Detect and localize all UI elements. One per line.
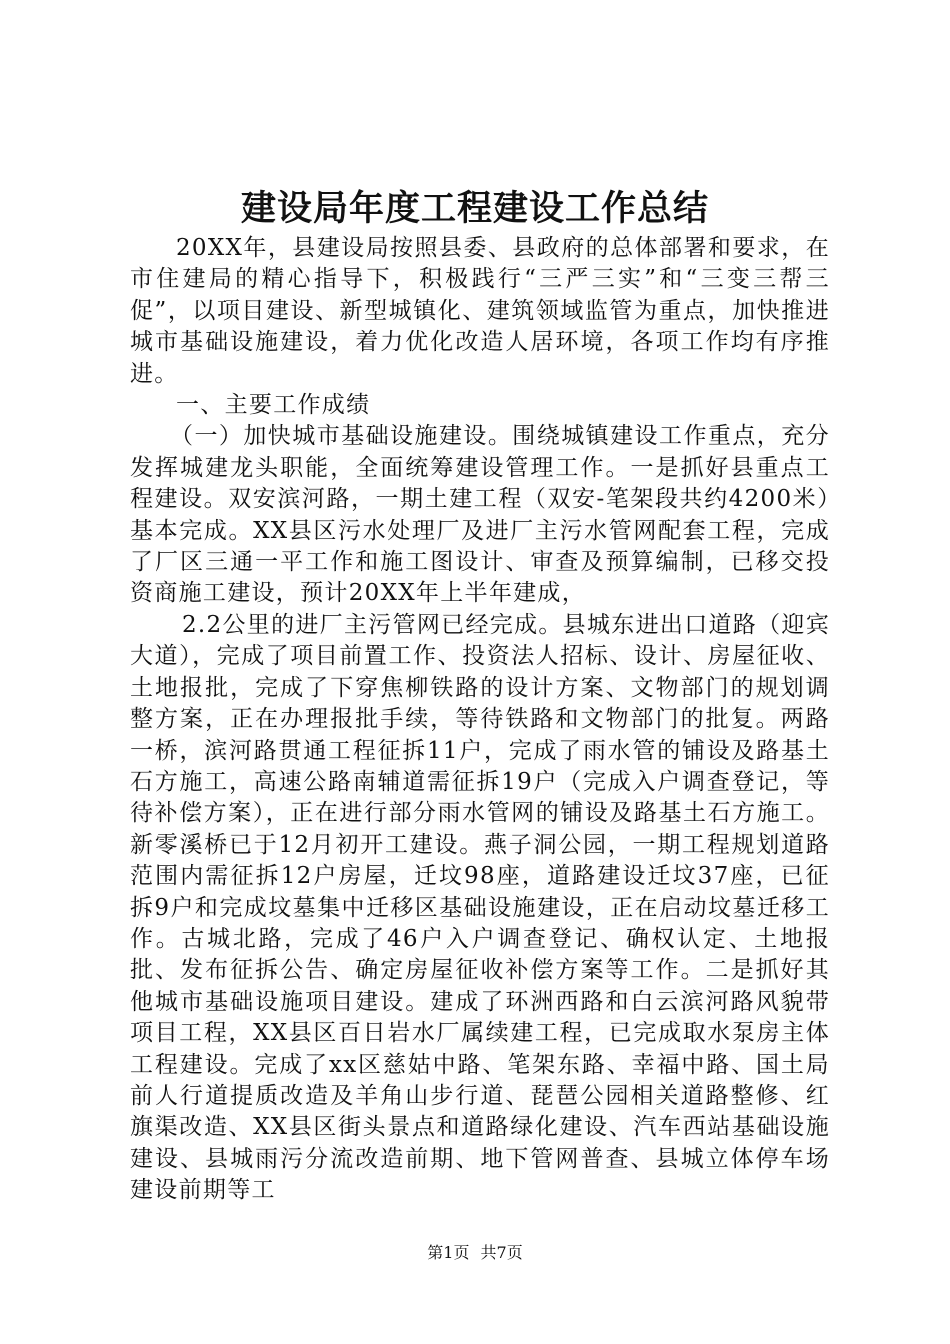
section-heading: 一、主要工作成绩 xyxy=(176,392,371,419)
page-total: 共7页 xyxy=(480,1243,523,1262)
paragraph-projects: 2.2公里的进厂主污管网已经完成。县城东进出口道路（迎宾大道），完成了项目前置工作、投资法人招标、设计、房屋征收、土地报批，完成了下穿焦柳铁路的设计方案、文物部门的规划调整方案，正在办理报批手续，等待铁路和文物部门的批复。两路一桥，滨河路贯通工程征拆11户，完成了雨水管的铺设及路基土石方施工，高速公路南辅道需征拆19户（完成入户调查登记，等待补偿方案），正在进行部分雨水管网的铺设及路基土石方施工。新零溪桥已于12月初开工建设。燕子洞公园，一期工程规划道路范围内需征拆12户房屋，迁坟98座，道路建设迁坟37座，已征拆9户和完成坟墓集中迁移区基础设施建设，正在启动坟墓迁移工作。古城北路，完成了46户入户调查登记、确权认定、土地报批、发布征拆公告、确定房屋征收补偿方案等工作。二是抓好其他城市基础设施项目建设。建成了环洲西路和白云滨河路风貌带项目工程，XX县区百日岩水厂属续建工程，已完成取水泵房主体工程建设。完成了xx区慈姑中路、笔架东路、幸福中路、国土局前人行道提质改造及羊角山步行道、琵琶公园相关道路整修、红旗渠改造、XX县区街头景点和道路绿化建设、汽车西站基础设施建设、县城雨污分流改造前期、地下管网普查、县城立体停车场建设前期等工 xyxy=(130,611,830,1204)
page-number: 第1页 xyxy=(427,1243,470,1262)
paragraph-intro: 20XX年，县建设局按照县委、县政府的总体部署和要求，在市住建局的精心指导下，积极践行“三严三实”和“三变三帮三促”，以项目建设、新型城镇化、建筑领域监管为重点，加快推进城市基础设施建设，着力优化改造人居环境，各项工作均有序推进。 xyxy=(130,235,830,387)
paragraph-infrastructure: （一）加快城市基础设施建设。围绕城镇建设工作重点，充分发挥城建龙头职能，全面统筹建设管理工作。一是抓好县重点工程建设。双安滨河路，一期土建工程（双安-笔架段共约4200米）基本完成。XX县区污水处理厂及进厂主污水管网配套工程，完成了厂区三通一平工作和施工图设计、审查及预算编制，已移交投资商施工建设，预计20XX年上半年建成， xyxy=(130,423,830,607)
page-footer xyxy=(0,1242,950,1264)
document-body xyxy=(130,233,830,1207)
document-title: 建设局年度工程建设工作总结 xyxy=(240,188,709,229)
